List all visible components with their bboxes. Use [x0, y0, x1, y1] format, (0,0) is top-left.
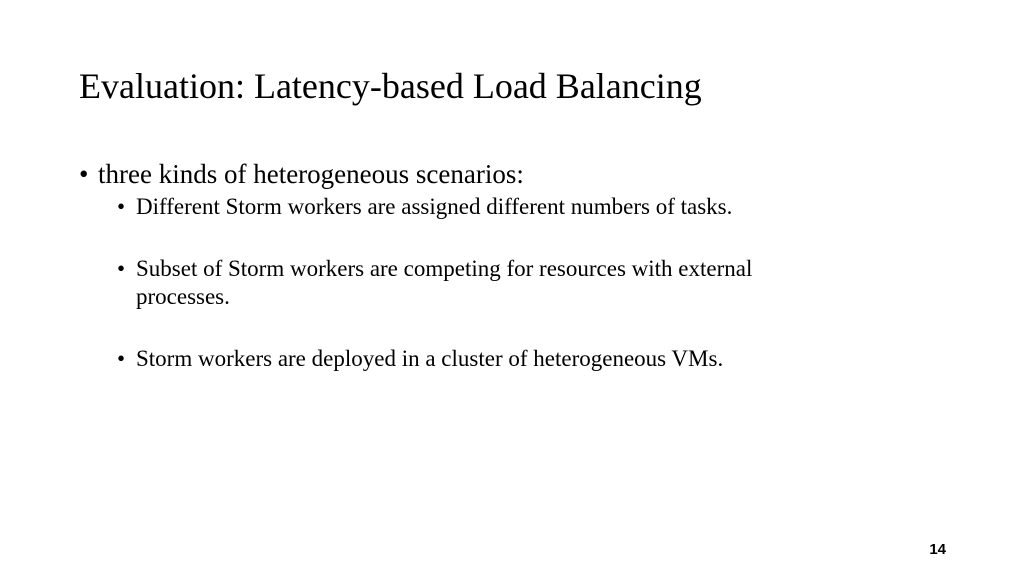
sub-bullet-item — [117, 345, 959, 373]
sub-bullet-text: Storm workers are deployed in a cluster of heterogeneous VMs. — [136, 346, 724, 371]
bullet-level-1 — [79, 157, 959, 191]
slide-title: Evaluation: Latency-based Load Balancing — [79, 66, 702, 106]
sub-bullet-text: Subset of Storm workers are competing for resources with external processes. — [136, 256, 753, 309]
sub-bullet-icon: • — [117, 194, 126, 219]
sub-bullet-list — [117, 193, 959, 373]
bullet-text: three kinds of heterogeneous scenarios: — [98, 159, 524, 189]
bullet-icon: • — [79, 159, 89, 189]
slide-content — [79, 157, 959, 373]
sub-bullet-item — [117, 255, 959, 311]
sub-bullet-icon: • — [117, 346, 126, 371]
sub-bullet-icon: • — [117, 256, 126, 281]
sub-bullet-item — [117, 193, 959, 221]
sub-bullet-text: Different Storm workers are assigned different numbers of tasks. — [136, 194, 733, 219]
page-number: 14 — [929, 541, 946, 558]
